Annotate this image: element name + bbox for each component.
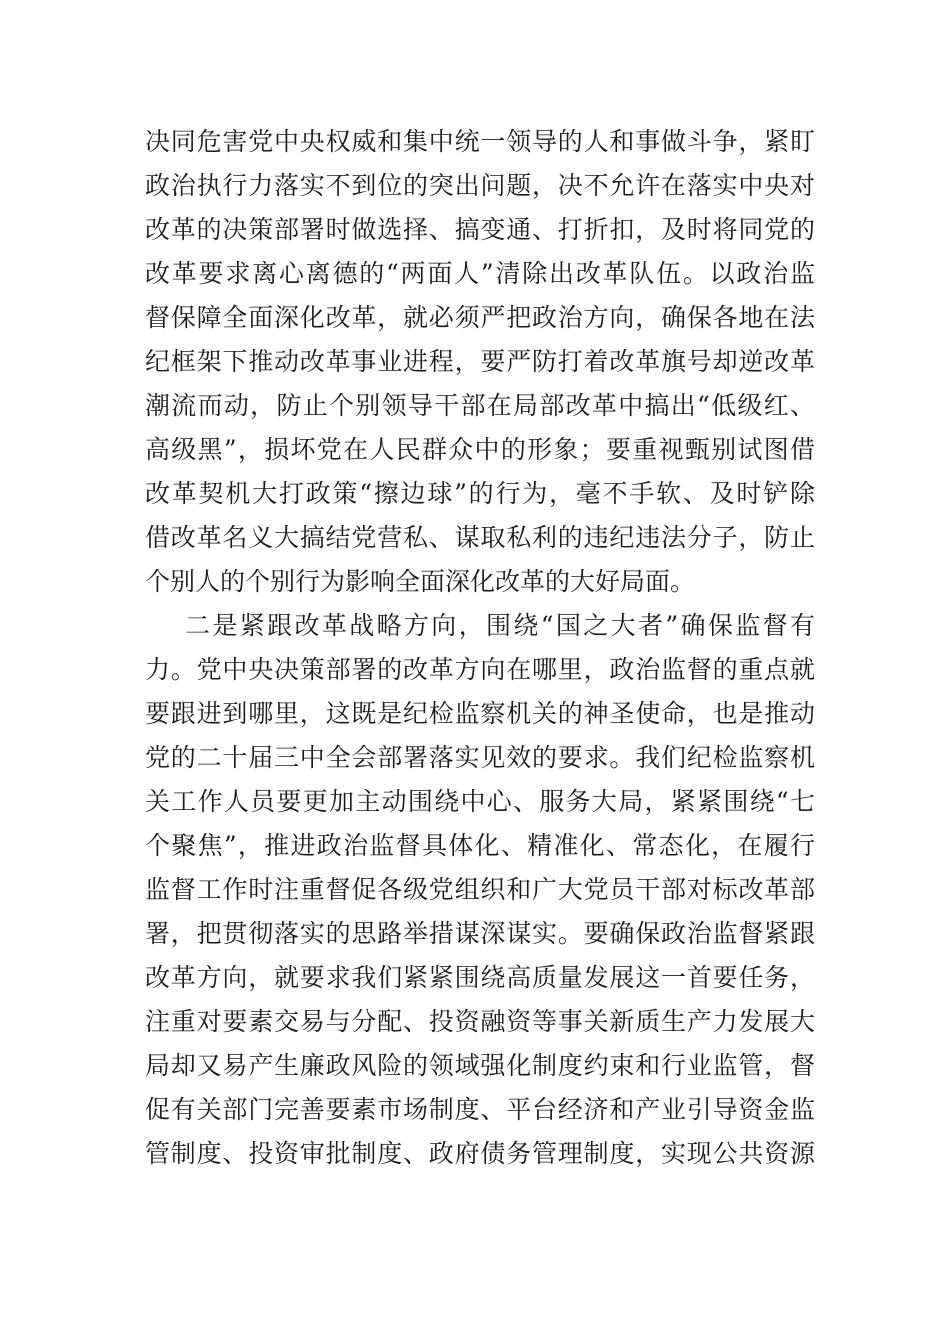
text-line: 政治执行力落实不到位的突出问题，决不允许在落实中央对 xyxy=(145,171,815,200)
text-line: 改革要求离心离德的“两面人”清除出改革队伍。以政治监 xyxy=(145,259,815,288)
text-line: 纪框架下推动改革事业进程，要严防打着改革旗号却逆改革 xyxy=(145,347,815,376)
text-line: 改革方向，就要求我们紧紧围绕高质量发展这一首要任务， xyxy=(145,963,815,992)
text-line: 潮流而动，防止个别领导干部在局部改革中搞出“低级红、 xyxy=(145,391,815,420)
text-line: 借改革名义大搞结党营私、谋取私利的违纪违法分子，防止 xyxy=(145,523,815,552)
text-line: 局却又易产生廉政风险的领域强化制度约束和行业监管，督 xyxy=(145,1051,815,1080)
text-line: 党的二十届三中全会部署落实见效的要求。我们纪检监察机 xyxy=(145,743,815,772)
text-line: 署，把贯彻落实的思路举措谋深谋实。要确保政治监督紧跟 xyxy=(145,919,815,948)
text-line: 促有关部门完善要素市场制度、平台经济和产业引导资金监 xyxy=(145,1095,815,1124)
text-line: 高级黑”，损坏党在人民群众中的形象；要重视甄别试图借 xyxy=(145,435,815,464)
text-line: 注重对要素交易与分配、投资融资等事关新质生产力发展大 xyxy=(145,1007,815,1036)
text-line: 个聚焦”，推进政治监督具体化、精准化、常态化，在履行 xyxy=(145,831,815,860)
text-line: 要跟进到哪里，这既是纪检监察机关的神圣使命，也是推动 xyxy=(145,699,815,728)
text-line: 关工作人员要更加主动围绕中心、服务大局，紧紧围绕“七 xyxy=(145,787,815,816)
text-line: 督保障全面深化改革，就必须严把政治方向，确保各地在法 xyxy=(145,303,815,332)
paragraph-end-line: 个别人的个别行为影响全面深化改革的大好局面。 xyxy=(145,567,696,596)
text-line: 改革的决策部署时做选择、搞变通、打折扣，及时将同党的 xyxy=(145,215,815,244)
text-line: 决同危害党中央权威和集中统一领导的人和事做斗争，紧盯 xyxy=(145,127,815,156)
text-line: 管制度、投资审批制度、政府债务管理制度，实现公共资源 xyxy=(145,1139,815,1168)
text-line: 监督工作时注重督促各级党组织和广大党员干部对标改革部 xyxy=(145,875,815,904)
text-line: 力。党中央决策部署的改革方向在哪里，政治监督的重点就 xyxy=(145,655,815,684)
paragraph-first-line: 二是紧跟改革战略方向，围绕“国之大者”确保监督有 xyxy=(185,611,815,640)
text-line: 改革契机大打政策“擦边球”的行为，毫不手软、及时铲除 xyxy=(145,479,815,508)
